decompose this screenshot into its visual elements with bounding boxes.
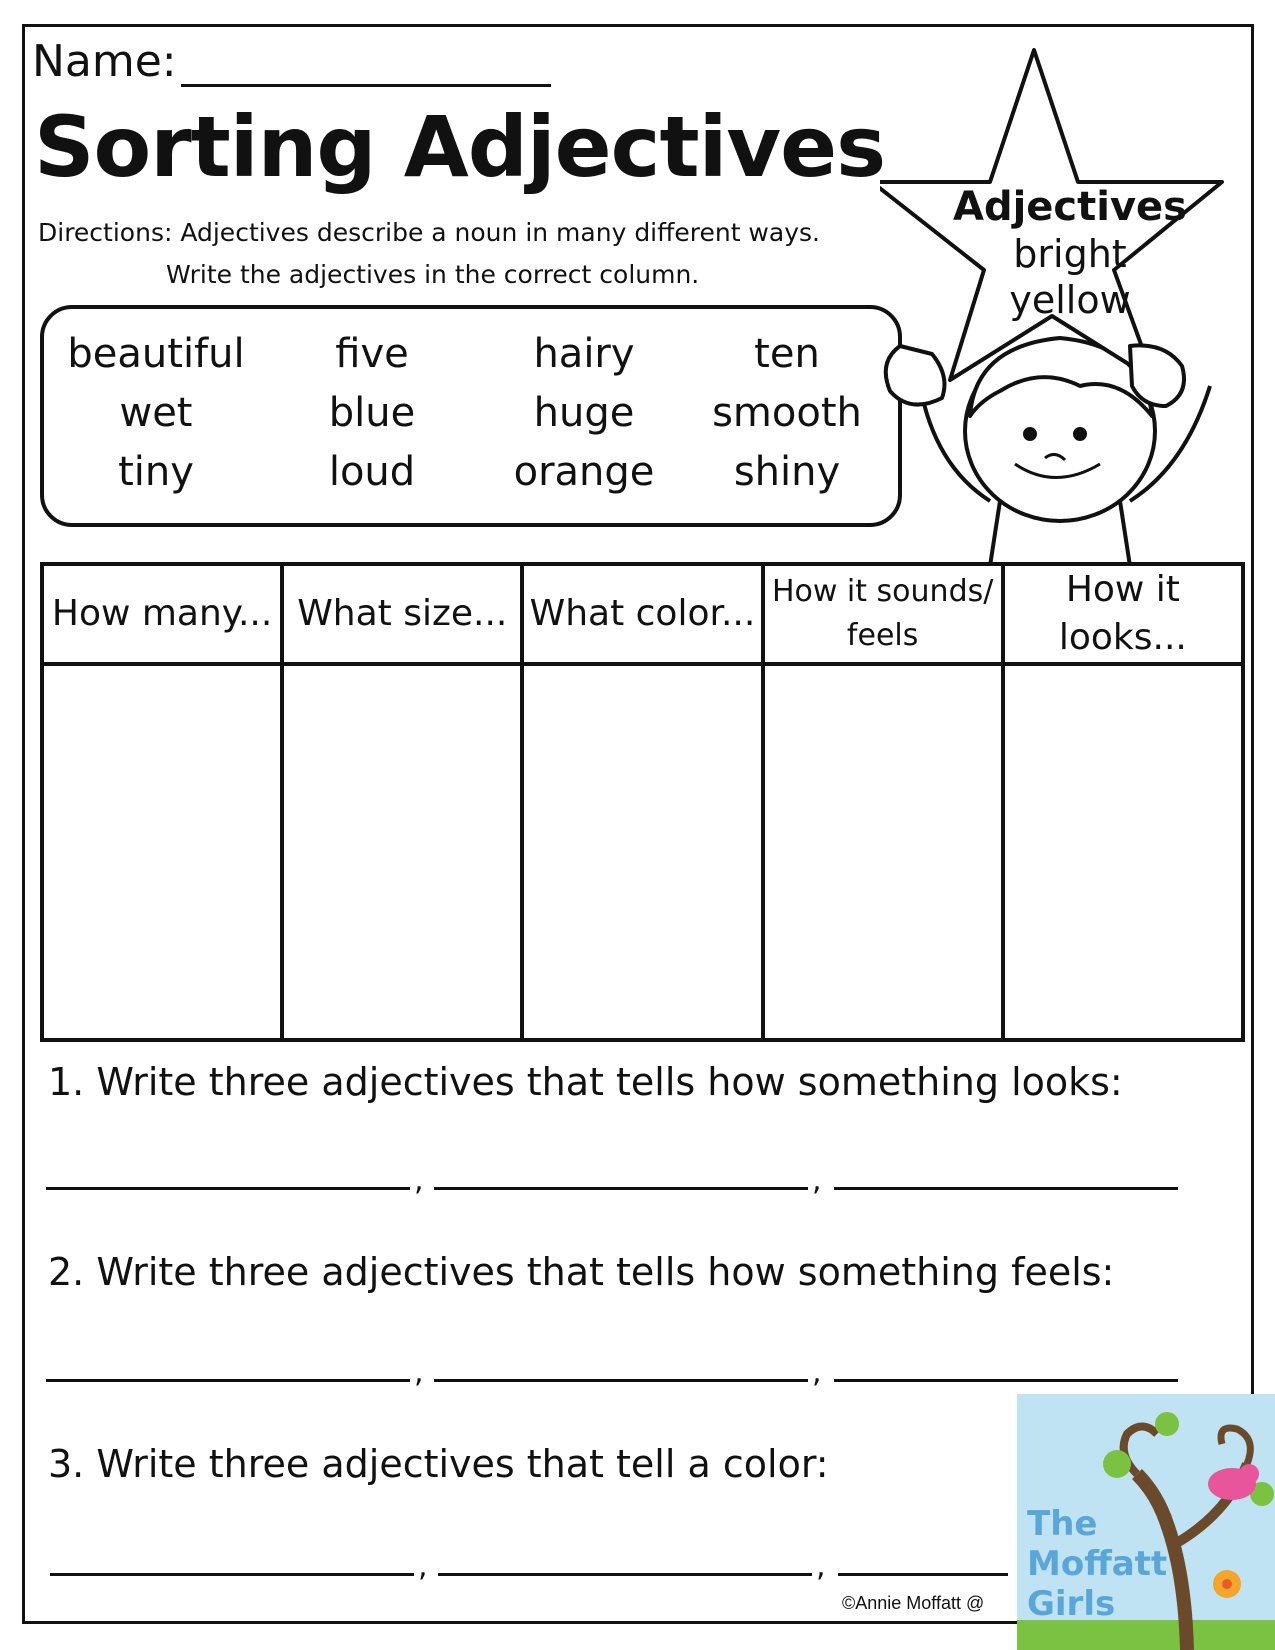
comma: , [414, 1163, 424, 1198]
name-blank[interactable] [181, 40, 551, 87]
answer-cell[interactable] [282, 664, 522, 1040]
word-bank-word: ten [754, 331, 820, 377]
column-header-how-many: How many... [42, 564, 282, 664]
answer-blank[interactable] [50, 1571, 414, 1576]
table-header-row [42, 564, 1243, 664]
answer-cell[interactable] [42, 664, 282, 1040]
directions-line-2: Write the adjectives in the correct column. [166, 260, 700, 289]
answer-blanks-2 [46, 1342, 1206, 1390]
comma: , [418, 1549, 428, 1584]
word-bank-word: wet [119, 390, 193, 436]
star-title: Adjectives [953, 184, 1187, 230]
answer-blank[interactable] [834, 1185, 1178, 1190]
name-field [32, 36, 551, 87]
question-1: 1. Write three adjectives that tells how something looks: [48, 1060, 1123, 1104]
logo-text-line: Girls [1027, 1584, 1116, 1624]
word-bank-column [292, 325, 452, 502]
word-bank-word: hairy [533, 331, 635, 377]
star-character-illustration [880, 46, 1260, 566]
answer-blank[interactable] [46, 1185, 410, 1190]
answer-blank[interactable] [834, 1377, 1178, 1382]
answer-cell[interactable] [763, 664, 1003, 1040]
answer-cell[interactable] [522, 664, 762, 1040]
comma: , [816, 1549, 826, 1584]
table-row [42, 664, 1243, 1040]
word-bank-word: five [335, 331, 409, 377]
answer-blank[interactable] [434, 1185, 808, 1190]
directions [38, 212, 888, 296]
name-label: Name: [32, 36, 177, 87]
answer-blank[interactable] [46, 1377, 410, 1382]
column-header-sounds-feels: How it sounds/ feels [763, 564, 1003, 664]
word-bank-column [494, 325, 674, 502]
word-bank-column [66, 325, 246, 502]
logo-text-line: The [1027, 1504, 1098, 1544]
page-title: Sorting Adjectives [34, 98, 886, 196]
word-bank-word: smooth [712, 390, 862, 436]
directions-line-1: Directions: Adjectives describe a noun in many different ways. [38, 218, 820, 247]
question-3: 3. Write three adjectives that tell a color: [48, 1442, 829, 1486]
sorting-table [40, 562, 1245, 1042]
answer-blank[interactable] [838, 1571, 1008, 1576]
word-bank-word: orange [513, 449, 655, 495]
answer-cell[interactable] [1003, 664, 1243, 1040]
moffatt-girls-logo [1017, 1394, 1275, 1650]
question-2: 2. Write three adjectives that tells how something feels: [48, 1250, 1115, 1294]
word-bank-word: tiny [118, 449, 194, 495]
word-bank-word: huge [533, 390, 635, 436]
column-header-what-size: What size... [282, 564, 522, 664]
word-bank-word: beautiful [67, 331, 245, 377]
logo-text-line: Moffatt [1027, 1544, 1168, 1584]
answer-blank[interactable] [438, 1571, 812, 1576]
column-header-how-it-looks: How it looks... [1003, 564, 1243, 664]
comma: , [812, 1163, 822, 1198]
answer-blanks-1 [46, 1150, 1206, 1198]
comma: , [812, 1355, 822, 1390]
star-example-word: yellow [1009, 278, 1131, 322]
column-header-what-color: What color... [522, 564, 762, 664]
copyright-text: ©Annie Moffatt @ [842, 1593, 985, 1613]
word-bank-column [692, 325, 882, 502]
star-example-word: bright [1013, 232, 1127, 276]
word-bank-word: shiny [733, 449, 841, 495]
comma: , [414, 1355, 424, 1390]
word-bank-word: loud [328, 449, 416, 495]
word-bank [40, 305, 902, 527]
answer-blank[interactable] [434, 1377, 808, 1382]
word-bank-word: blue [328, 390, 416, 436]
